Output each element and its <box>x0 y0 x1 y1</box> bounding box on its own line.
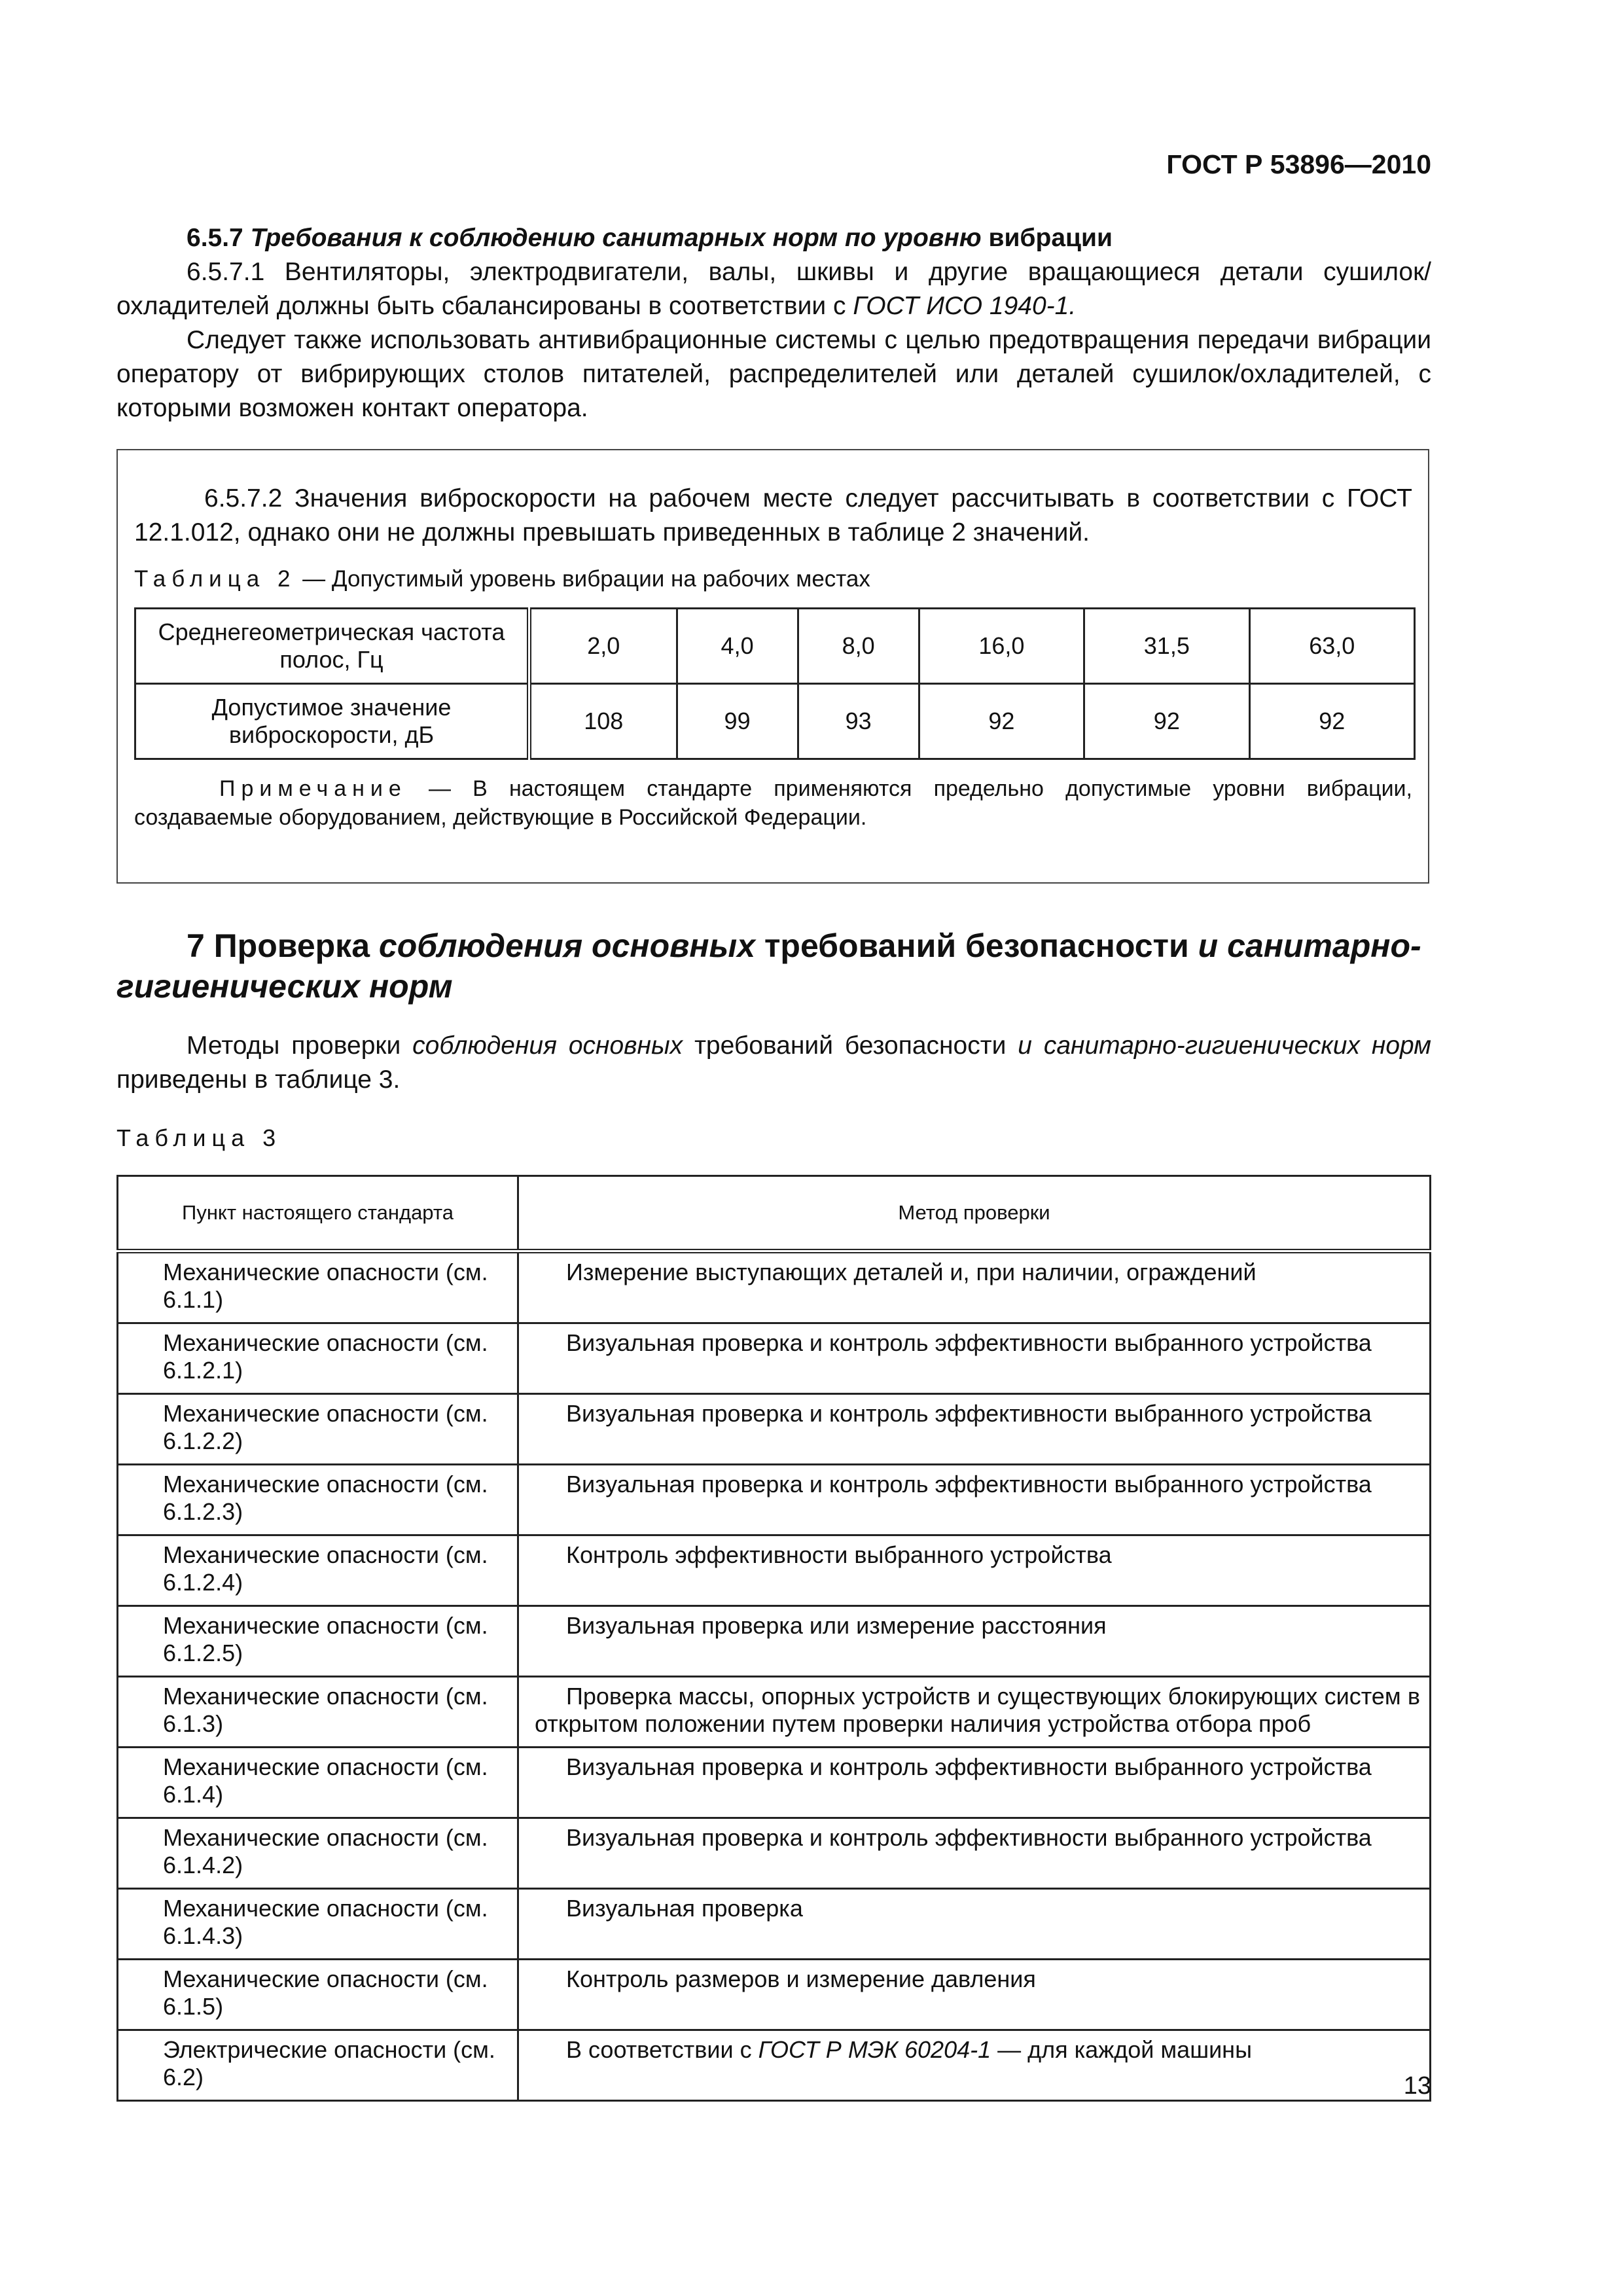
row-label: Допустимое значение виброскорости, дБ <box>135 684 529 759</box>
table-cell: 31,5 <box>1084 609 1249 684</box>
verification-method: Контроль размеров и измерение давления <box>518 1960 1431 2030</box>
table-cell: 4,0 <box>677 609 798 684</box>
table-cell: 108 <box>529 684 677 759</box>
section-6-5-7 <box>116 221 1431 425</box>
table3-header-item: Пункт настоящего стандарта <box>118 1176 518 1251</box>
table-cell: 16,0 <box>919 609 1084 684</box>
verification-method: Визуальная проверка и контроль эффективности выбранного устройства <box>518 1818 1431 1889</box>
document-number: ГОСТ Р 53896—2010 <box>1166 149 1431 179</box>
table-cell: 93 <box>798 684 919 759</box>
table-cell: 63,0 <box>1249 609 1414 684</box>
framed-change-block <box>116 449 1429 884</box>
table-row <box>118 1748 1431 1818</box>
table-row <box>118 1465 1431 1535</box>
table2-note: Примечание — В настоящем стандарте применяются предельно допустимые уровни вибрации, создаваемые оборудованием, действующие в Российской Федерации. <box>134 776 1412 830</box>
verification-method: Визуальная проверка и контроль эффективности выбранного устройства <box>518 1748 1431 1818</box>
table-row <box>118 1677 1431 1748</box>
standard-item: Механические опасности (см. 6.1.4.2) <box>118 1818 518 1889</box>
standard-item: Механические опасности (см. 6.1.2.1) <box>118 1323 518 1394</box>
verification-method: Визуальная проверка <box>518 1889 1431 1960</box>
verification-method: Измерение выступающих деталей и, при наличии, ограждений <box>518 1251 1431 1323</box>
standard-item: Механические опасности (см. 6.1.4) <box>118 1748 518 1818</box>
row-label: Среднегеометрическая частота полос, Гц <box>135 609 529 684</box>
table-row <box>118 1606 1431 1677</box>
standard-item: Механические опасности (см. 6.1.2.2) <box>118 1394 518 1465</box>
section-7-heading: 7 Проверка соблюдения основных требований безопасности и санитарно-гигиенических норм <box>116 927 1421 1005</box>
paragraph-6-5-7-2: 6.5.7.2 Значения виброскорости на рабочем месте следует рассчитывать в соответствии с ГОСТ 12.1.012, однако они не должны превышать приведенных в таблице 2 значений. <box>134 484 1412 547</box>
standard-item: Механические опасности (см. 6.1.4.3) <box>118 1889 518 1960</box>
standard-item: Электрические опасности (см. 6.2) <box>118 2030 518 2101</box>
table-row <box>135 684 1415 759</box>
page-number: 13 <box>1403 2072 1431 2100</box>
table-cell: 92 <box>1084 684 1249 759</box>
table-row <box>118 1251 1431 1323</box>
table3-header-method: Метод проверки <box>518 1176 1431 1251</box>
paragraph-antivibration: Следует также использовать антивибрационные системы с целью предотвращения передачи вибрации оператору от вибрирующих столов питателей, распределителей или деталей сушилок/охладителей, с которыми возможен контакт оператора. <box>116 326 1431 422</box>
table2-caption: Таблица 2 — Допустимый уровень вибрации на рабочих местах <box>134 566 870 592</box>
section-7-intro: Методы проверки соблюдения основных требований безопасности и санитарно-гигиенических норм приведены в таблице 3. <box>116 1031 1431 1094</box>
standard-item: Механические опасности (см. 6.1.2.3) <box>118 1465 518 1535</box>
standard-item: Механические опасности (см. 6.1.1) <box>118 1251 518 1323</box>
table-cell: 92 <box>1249 684 1414 759</box>
table-row <box>118 2030 1431 2101</box>
standard-item: Механические опасности (см. 6.1.2.4) <box>118 1535 518 1606</box>
table3-caption: Таблица 3 <box>116 1124 282 1151</box>
verification-method: В соответствии с ГОСТ Р МЭК 60204-1 — для каждой машины <box>518 2030 1431 2101</box>
table-row <box>135 609 1415 684</box>
table-row <box>118 1889 1431 1960</box>
standard-item: Механические опасности (см. 6.1.2.5) <box>118 1606 518 1677</box>
verification-method: Визуальная проверка или измерение расстояния <box>518 1606 1431 1677</box>
section-heading: 6.5.7 Требования к соблюдению санитарных норм по уровню вибрации <box>187 224 1113 252</box>
verification-method: Визуальная проверка и контроль эффективности выбранного устройства <box>518 1465 1431 1535</box>
verification-method: Визуальная проверка и контроль эффективности выбранного устройства <box>518 1394 1431 1465</box>
table-cell: 92 <box>919 684 1084 759</box>
table-row <box>118 1535 1431 1606</box>
table-row <box>118 1394 1431 1465</box>
table-cell: 2,0 <box>529 609 677 684</box>
table-row <box>118 1960 1431 2030</box>
table-cell: 8,0 <box>798 609 919 684</box>
table-row <box>118 1818 1431 1889</box>
vibration-table <box>134 607 1416 760</box>
standard-item: Механические опасности (см. 6.1.5) <box>118 1960 518 2030</box>
verification-methods-table <box>116 1175 1431 2102</box>
verification-method: Визуальная проверка и контроль эффективности выбранного устройства <box>518 1323 1431 1394</box>
standard-item: Механические опасности (см. 6.1.3) <box>118 1677 518 1748</box>
paragraph-6-5-7-1: 6.5.7.1 Вентиляторы, электродвигатели, валы, шкивы и другие вращающиеся детали сушилок/охладителей должны быть сбалансированы в соответствии с ГОСТ ИСО 1940-1. <box>116 258 1431 320</box>
table-cell: 99 <box>677 684 798 759</box>
verification-method: Контроль эффективности выбранного устройства <box>518 1535 1431 1606</box>
table-row <box>118 1323 1431 1394</box>
verification-method: Проверка массы, опорных устройств и существующих блокирующих систем в открытом положении путем проверки наличия устройства отбора проб <box>518 1677 1431 1748</box>
